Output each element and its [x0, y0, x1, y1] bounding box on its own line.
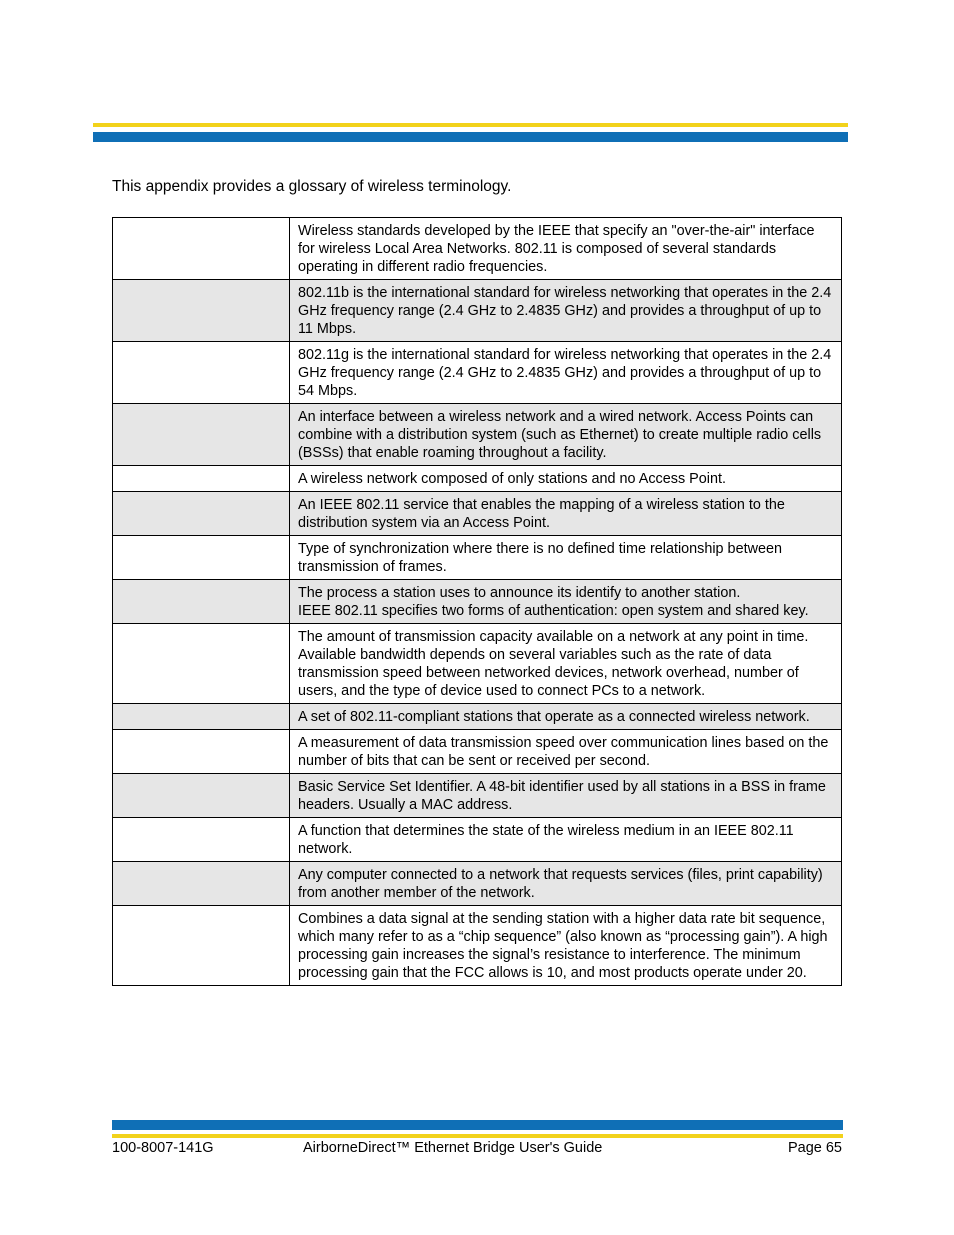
glossary-definition: Combines a data signal at the sending station with a higher data rate bit sequence, which many refer to as a “chip sequence” (also known as “processing gain”). A high processing gain increases the signal’s resistance to interference. The minimum processing gain that the FCC allows is 10, and most products operate under 20. [290, 906, 842, 986]
glossary-definition: The amount of transmission capacity available on a network at any point in time. Available bandwidth depends on several variables such as the rate of data transmission speed between networked devices, network overhead, number of users, and the type of device used to connect PCs to a network. [290, 624, 842, 704]
glossary-term-cell [113, 466, 290, 492]
glossary-definition: A function that determines the state of the wireless medium in an IEEE 802.11 network. [290, 818, 842, 862]
glossary-row [113, 906, 842, 986]
glossary-row [113, 580, 842, 624]
glossary-definition: An interface between a wireless network and a wired network. Access Points can combine with a distribution system (such as Ethernet) to create multiple radio cells (BSSs) that enable roaming throughout a facility. [290, 404, 842, 466]
glossary-row [113, 536, 842, 580]
glossary-term-cell [113, 906, 290, 986]
glossary-definition: An IEEE 802.11 service that enables the mapping of a wireless station to the distribution system via an Access Point. [290, 492, 842, 536]
glossary-definition: 802.11b is the international standard for wireless networking that operates in the 2.4 GHz frequency range (2.4 GHz to 2.4835 GHz) and provides a throughput of up to 11 Mbps. [290, 280, 842, 342]
glossary-row [113, 342, 842, 404]
glossary-term-cell [113, 862, 290, 906]
glossary-row [113, 862, 842, 906]
glossary-definition: Type of synchronization where there is no defined time relationship between transmission of frames. [290, 536, 842, 580]
glossary-row [113, 218, 842, 280]
glossary-term-cell [113, 492, 290, 536]
glossary-definition: The process a station uses to announce its identify to another station. IEEE 802.11 specifies two forms of authentication: open system and shared key. [290, 580, 842, 624]
glossary-row [113, 704, 842, 730]
header-yellow-rule [93, 123, 848, 127]
glossary-definition: A measurement of data transmission speed over communication lines based on the number of bits that can be sent or received per second. [290, 730, 842, 774]
glossary-row [113, 280, 842, 342]
glossary-term-cell [113, 774, 290, 818]
glossary-row [113, 492, 842, 536]
glossary-definition: Basic Service Set Identifier. A 48-bit identifier used by all stations in a BSS in frame headers. Usually a MAC address. [290, 774, 842, 818]
glossary-row [113, 404, 842, 466]
glossary-term-cell [113, 536, 290, 580]
glossary-term-cell [113, 404, 290, 466]
glossary-definition: A wireless network composed of only stations and no Access Point. [290, 466, 842, 492]
glossary-table [112, 217, 842, 986]
footer-yellow-rule [112, 1134, 843, 1138]
glossary-term-cell [113, 342, 290, 404]
glossary-definition: A set of 802.11-compliant stations that operate as a connected wireless network. [290, 704, 842, 730]
footer-title: AirborneDirect™ Ethernet Bridge User's Guide [303, 1140, 603, 1156]
glossary-term-cell [113, 218, 290, 280]
glossary-term-cell [113, 730, 290, 774]
glossary-term-cell [113, 280, 290, 342]
header-blue-rule [93, 132, 848, 142]
glossary-definition: 802.11g is the international standard for wireless networking that operates in the 2.4 GHz frequency range (2.4 GHz to 2.4835 GHz) and provides a throughput of up to 54 Mbps. [290, 342, 842, 404]
glossary-row [113, 730, 842, 774]
glossary-row [113, 818, 842, 862]
intro-text: This appendix provides a glossary of wireless terminology. [112, 178, 512, 195]
glossary-term-cell [113, 704, 290, 730]
glossary-row [113, 624, 842, 704]
glossary-row [113, 466, 842, 492]
glossary-definition: Any computer connected to a network that requests services (files, print capability) from another member of the network. [290, 862, 842, 906]
glossary-row [113, 774, 842, 818]
glossary-definition: Wireless standards developed by the IEEE that specify an "over-the-air" interface for wireless Local Area Networks. 802.11 is composed of several standards operating in different radio frequencies. [290, 218, 842, 280]
glossary-term-cell [113, 818, 290, 862]
glossary-term-cell [113, 624, 290, 704]
footer-page-number: Page 65 [787, 1140, 842, 1156]
footer-doc-number: 100-8007-141G [112, 1140, 214, 1156]
footer-blue-rule [112, 1120, 843, 1130]
glossary-term-cell [113, 580, 290, 624]
